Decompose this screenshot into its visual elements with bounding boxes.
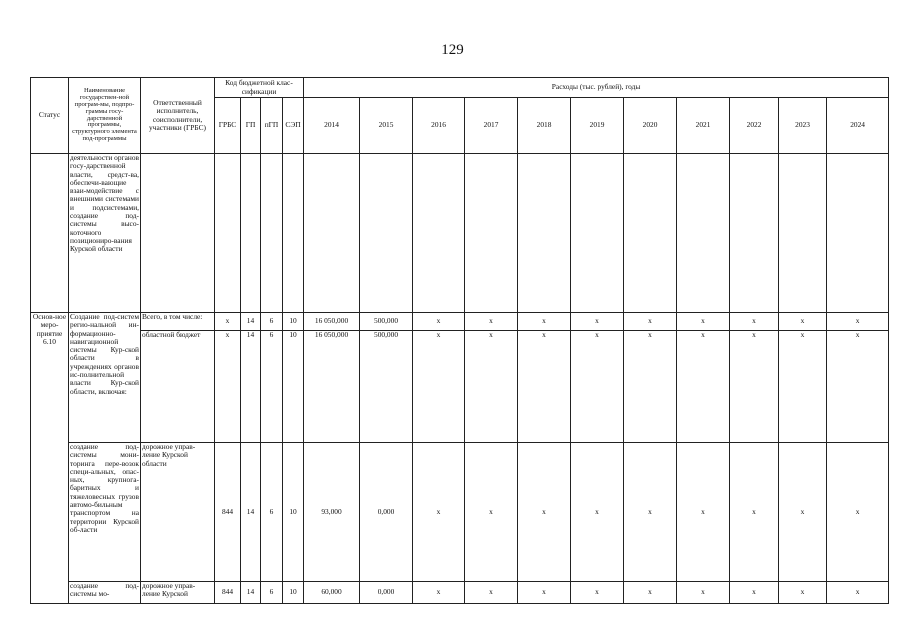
sub2-2020: х bbox=[624, 582, 677, 604]
sub1-executor: дорожное управ-ление Курской области bbox=[141, 443, 215, 582]
header-code-pgp: пГП bbox=[261, 98, 283, 154]
continuation-name: деятельности органов госу-дарственной власти, средст-ва, обеспечи-вающие взаи-модействие с внешними системами и подсистемами, создание под-системы высо-коточного позициониро-вания Курской области bbox=[69, 154, 141, 313]
sub1-sep: 10 bbox=[283, 443, 304, 582]
sub2-pgp: 6 bbox=[261, 582, 283, 604]
header-year-2014: 2014 bbox=[304, 98, 360, 154]
sub2-2014: 60,000 bbox=[304, 582, 360, 604]
sub2-2021: х bbox=[677, 582, 730, 604]
sub2-2024: х bbox=[827, 582, 889, 604]
total-2017: х bbox=[465, 313, 518, 331]
regional-2019: х bbox=[571, 331, 624, 443]
regional-2022: х bbox=[730, 331, 779, 443]
header-year-2022: 2022 bbox=[730, 98, 779, 154]
regional-executor: областной бюджет bbox=[141, 331, 215, 443]
sub2-name: создание под-системы мо- bbox=[69, 582, 141, 604]
total-2024: х bbox=[827, 313, 889, 331]
regional-2021: х bbox=[677, 331, 730, 443]
header-year-2020: 2020 bbox=[624, 98, 677, 154]
sub2-sep: 10 bbox=[283, 582, 304, 604]
regional-2020: х bbox=[624, 331, 677, 443]
sub1-2017: х bbox=[465, 443, 518, 582]
table-row bbox=[31, 582, 889, 604]
sub2-2016: х bbox=[413, 582, 465, 604]
sub1-pgp: 6 bbox=[261, 443, 283, 582]
table-row bbox=[31, 443, 889, 582]
sub2-2019: х bbox=[571, 582, 624, 604]
measure-status: Основ-ное меро-приятие 6.10 bbox=[31, 313, 69, 604]
measure-name: Создание под-систем регио-нальной ин-формационно-навигационной системы Кур-ской области в учреждениях органов ис-полнительной власти Кур-ской области, включая: bbox=[69, 313, 141, 443]
header-year-2017: 2017 bbox=[465, 98, 518, 154]
total-2021: х bbox=[677, 313, 730, 331]
header-year-2018: 2018 bbox=[518, 98, 571, 154]
total-sep: 10 bbox=[283, 313, 304, 331]
regional-2014: 16 050,000 bbox=[304, 331, 360, 443]
header-year-2023: 2023 bbox=[779, 98, 827, 154]
header-code-group: Код бюджетной клас-сификации bbox=[215, 78, 304, 98]
sub1-2016: х bbox=[413, 443, 465, 582]
header-year-2024: 2024 bbox=[827, 98, 889, 154]
sub2-2015: 0,000 bbox=[360, 582, 413, 604]
page-number: 129 bbox=[441, 42, 464, 58]
total-2016: х bbox=[413, 313, 465, 331]
total-2020: х bbox=[624, 313, 677, 331]
sub1-2023: х bbox=[779, 443, 827, 582]
sub2-2023: х bbox=[779, 582, 827, 604]
table-row bbox=[31, 331, 889, 443]
header-executor: Ответственный исполнитель, соисполнители, участники (ГРБС) bbox=[141, 78, 215, 154]
total-2019: х bbox=[571, 313, 624, 331]
sub1-2024: х bbox=[827, 443, 889, 582]
budget-table bbox=[30, 77, 889, 604]
header-status: Статус bbox=[31, 78, 69, 154]
header-year-2015: 2015 bbox=[360, 98, 413, 154]
sub1-gp: 14 bbox=[241, 443, 261, 582]
regional-2015: 500,000 bbox=[360, 331, 413, 443]
total-2023: х bbox=[779, 313, 827, 331]
sub2-2018: х bbox=[518, 582, 571, 604]
table-row bbox=[31, 313, 889, 331]
sub1-name: создание под-системы мони-торинга пере-возок специ-альных, опас-ных, крупнога-баритных и тяжеловесных грузов автомо-бильным транспортом на территории Курской об-ласти bbox=[69, 443, 141, 582]
header-code-gp: ГП bbox=[241, 98, 261, 154]
total-2018: х bbox=[518, 313, 571, 331]
total-executor: Всего, в том числе: bbox=[141, 313, 215, 331]
total-2015: 500,000 bbox=[360, 313, 413, 331]
sub1-2018: х bbox=[518, 443, 571, 582]
regional-gp: 14 bbox=[241, 331, 261, 443]
regional-2017: х bbox=[465, 331, 518, 443]
total-grbs: х bbox=[215, 313, 241, 331]
header-year-2019: 2019 bbox=[571, 98, 624, 154]
sub2-grbs: 844 bbox=[215, 582, 241, 604]
total-pgp: 6 bbox=[261, 313, 283, 331]
header-code-grbs: ГРБС bbox=[215, 98, 241, 154]
sub1-2019: х bbox=[571, 443, 624, 582]
sub2-2017: х bbox=[465, 582, 518, 604]
total-2014: 16 050,000 bbox=[304, 313, 360, 331]
regional-2018: х bbox=[518, 331, 571, 443]
regional-2016: х bbox=[413, 331, 465, 443]
regional-sep: 10 bbox=[283, 331, 304, 443]
sub1-2015: 0,000 bbox=[360, 443, 413, 582]
header-name: Наименование государствен-ной програм-мы, подпро-граммы госу-дарственной программы, структурного элемента под-программы bbox=[69, 78, 141, 154]
sub1-2022: х bbox=[730, 443, 779, 582]
sub2-gp: 14 bbox=[241, 582, 261, 604]
sub1-2021: х bbox=[677, 443, 730, 582]
regional-grbs: х bbox=[215, 331, 241, 443]
total-gp: 14 bbox=[241, 313, 261, 331]
regional-pgp: 6 bbox=[261, 331, 283, 443]
sub1-2020: х bbox=[624, 443, 677, 582]
table-row bbox=[31, 154, 889, 313]
header-expenses-group: Расходы (тыс. рублей), годы bbox=[304, 78, 889, 98]
header-code-sep: СЭП bbox=[283, 98, 304, 154]
regional-2023: х bbox=[779, 331, 827, 443]
sub2-2022: х bbox=[730, 582, 779, 604]
sub2-executor: дорожное управ-ление Курской bbox=[141, 582, 215, 604]
total-2022: х bbox=[730, 313, 779, 331]
header-year-2016: 2016 bbox=[413, 98, 465, 154]
header-year-2021: 2021 bbox=[677, 98, 730, 154]
sub1-2014: 93,000 bbox=[304, 443, 360, 582]
sub1-grbs: 844 bbox=[215, 443, 241, 582]
regional-2024: х bbox=[827, 331, 889, 443]
